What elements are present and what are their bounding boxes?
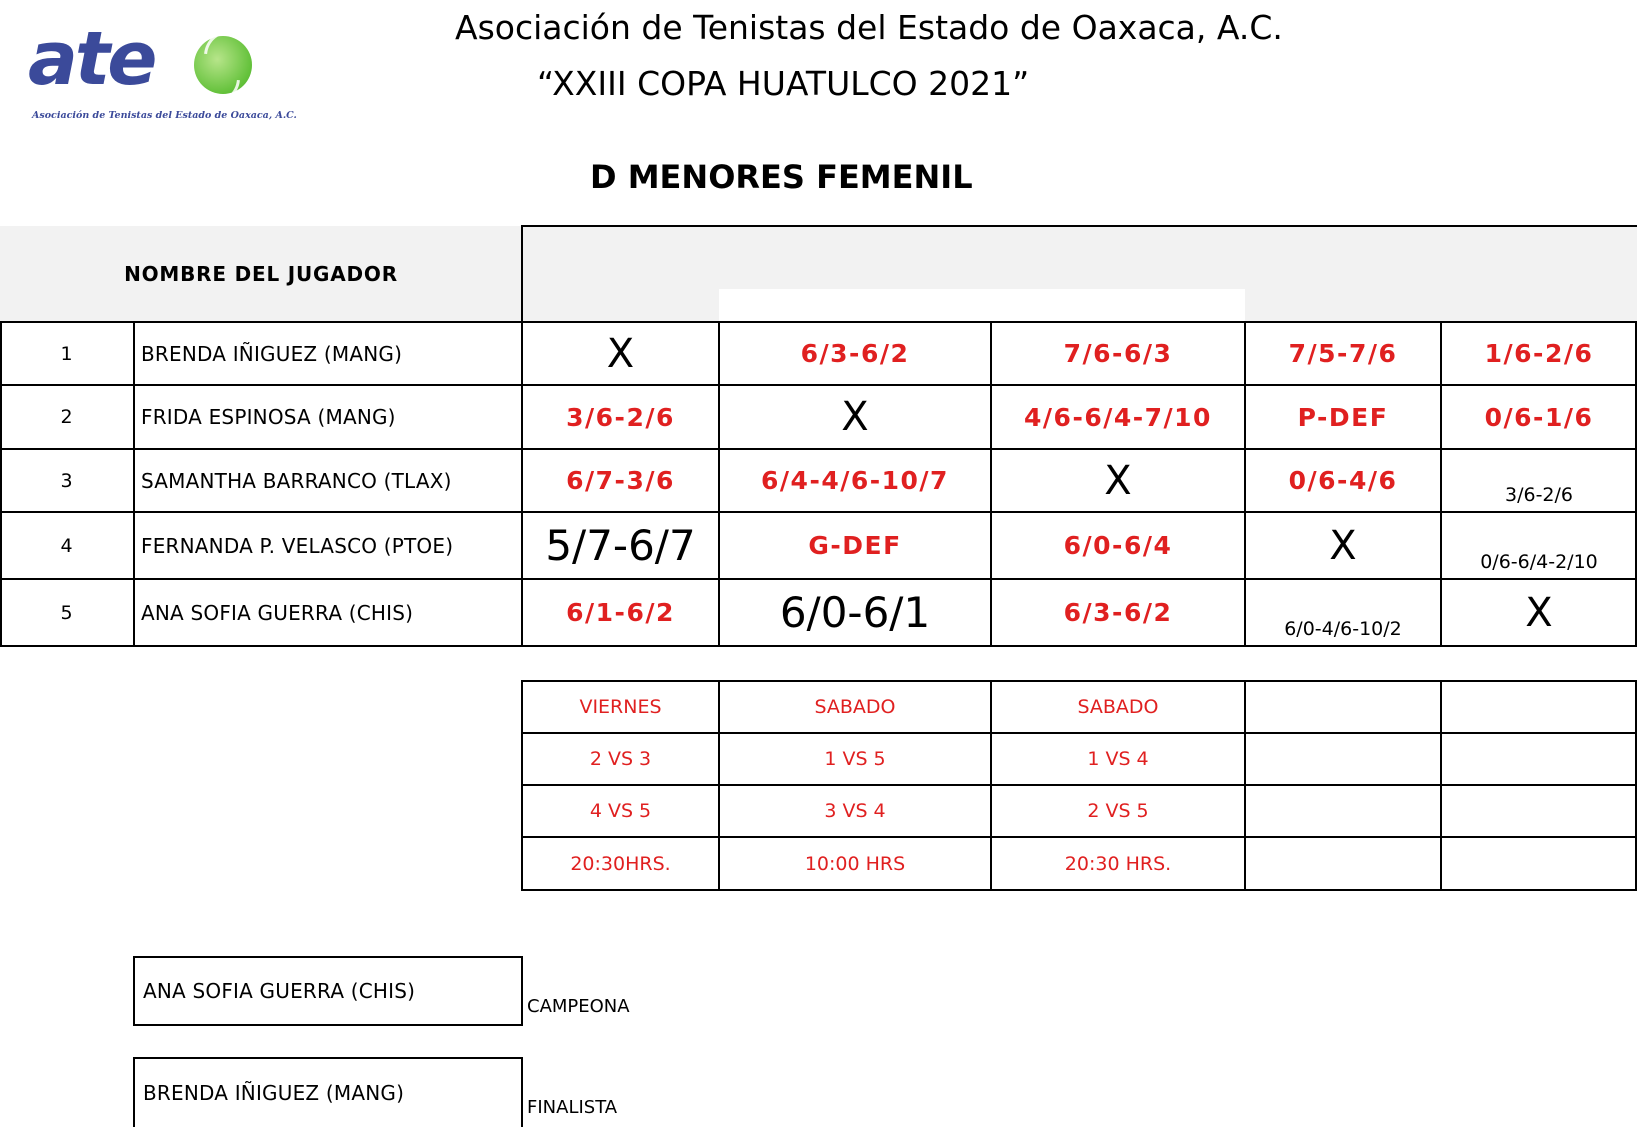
score-cell: P-DEF	[1297, 402, 1389, 432]
player-name: SAMANTHA BARRANCO (TLAX)	[141, 468, 452, 493]
score-cell: 0/6-4/6	[1288, 466, 1398, 495]
finalist-name-box	[133, 1057, 523, 1127]
tennis-ball-icon	[194, 36, 252, 94]
score-cell: 6/1-6/2	[566, 598, 675, 627]
schedule-match: 3 VS 4	[824, 800, 886, 822]
self-match-cell: X	[841, 394, 869, 440]
player-name: FERNANDA P. VELASCO (PTOE)	[141, 533, 454, 558]
schedule-match	[1245, 733, 1441, 785]
results-header-gap	[719, 289, 1245, 322]
player-name: FRIDA ESPINOSA (MANG)	[141, 405, 396, 429]
schedule-day	[1441, 681, 1637, 733]
score-cell: G-DEF	[808, 531, 902, 560]
schedule-match: 4 VS 5	[589, 800, 652, 822]
score-cell: 1/6-2/6	[1484, 339, 1594, 368]
schedule-time: 20:30HRS.	[570, 852, 671, 875]
schedule-day: VIERNES	[579, 696, 662, 718]
score-cell: 6/0-4/6-10/2	[1284, 618, 1402, 640]
name-column-header: NOMBRE DEL JUGADOR	[124, 262, 398, 286]
schedule-time	[1245, 837, 1441, 890]
player-number: 3	[60, 469, 73, 492]
self-match-cell: X	[1104, 457, 1132, 504]
champion-name: ANA SOFIA GUERRA (CHIS)	[143, 979, 416, 1003]
schedule-time: 20:30 HRS.	[1064, 852, 1172, 875]
finalist-name: BRENDA IÑIGUEZ (MANG)	[143, 1081, 405, 1105]
schedule-match: 1 VS 5	[824, 748, 886, 770]
association-title: Asociación de Tenistas del Estado de Oaxaca, A.C.	[455, 8, 1283, 47]
header-divider	[521, 225, 523, 323]
schedule-day	[1245, 681, 1441, 733]
category-title: D MENORES FEMENIL	[590, 158, 973, 196]
tournament-title: “XXIII COPA HUATULCO 2021”	[537, 64, 1030, 103]
schedule-match	[1441, 733, 1637, 785]
score-cell: 6/7-3/6	[566, 466, 675, 495]
logo-caption: Asociación de Tenistas del Estado de Oaxaca, A.C.	[32, 110, 297, 121]
ateo-logo	[28, 16, 297, 121]
player-number: 1	[60, 342, 73, 365]
score-cell: 7/6-6/3	[1063, 339, 1173, 368]
schedule-time: 10:00 HRS	[804, 852, 906, 875]
header-top-rule	[522, 225, 1637, 227]
schedule-match	[1245, 785, 1441, 837]
champion-name-box	[133, 956, 523, 1026]
player-name: BRENDA IÑIGUEZ (MANG)	[141, 341, 403, 366]
score-cell: 6/3-6/2	[1063, 598, 1173, 627]
self-match-cell: X	[1525, 589, 1553, 636]
self-match-cell: X	[606, 330, 635, 377]
score-cell: 3/6-2/6	[566, 402, 675, 432]
score-cell: 5/7-6/7	[545, 521, 696, 570]
self-match-cell: X	[1329, 522, 1357, 569]
player-name: ANA SOFIA GUERRA (CHIS)	[141, 600, 414, 625]
score-cell: 7/5-7/6	[1288, 339, 1398, 368]
score-cell: 0/6-6/4-2/10	[1480, 551, 1598, 573]
champion-label: CAMPEONA	[527, 996, 630, 1017]
score-cell: 0/6-1/6	[1484, 402, 1594, 432]
schedule-day: SABADO	[1077, 696, 1159, 718]
schedule-match: 2 VS 5	[1087, 800, 1149, 822]
finalist-label: FINALISTA	[527, 1097, 618, 1118]
score-cell: 6/0-6/4	[1063, 531, 1173, 560]
player-number: 2	[60, 406, 73, 428]
player-number: 4	[60, 534, 73, 557]
schedule-time	[1441, 837, 1637, 890]
score-cell: 3/6-2/6	[1504, 484, 1573, 506]
logo-letters: ate	[28, 16, 155, 102]
score-cell: 4/6-6/4-7/10	[1024, 402, 1212, 432]
schedule-match: 1 VS 4	[1087, 748, 1149, 770]
schedule-day: SABADO	[814, 696, 896, 718]
score-cell: 6/3-6/2	[800, 339, 910, 368]
player-number: 5	[60, 601, 73, 624]
score-cell: 6/0-6/1	[779, 588, 931, 637]
schedule-match	[1441, 785, 1637, 837]
score-cell: 6/4-4/6-10/7	[761, 466, 949, 495]
schedule-match: 2 VS 3	[589, 748, 652, 770]
